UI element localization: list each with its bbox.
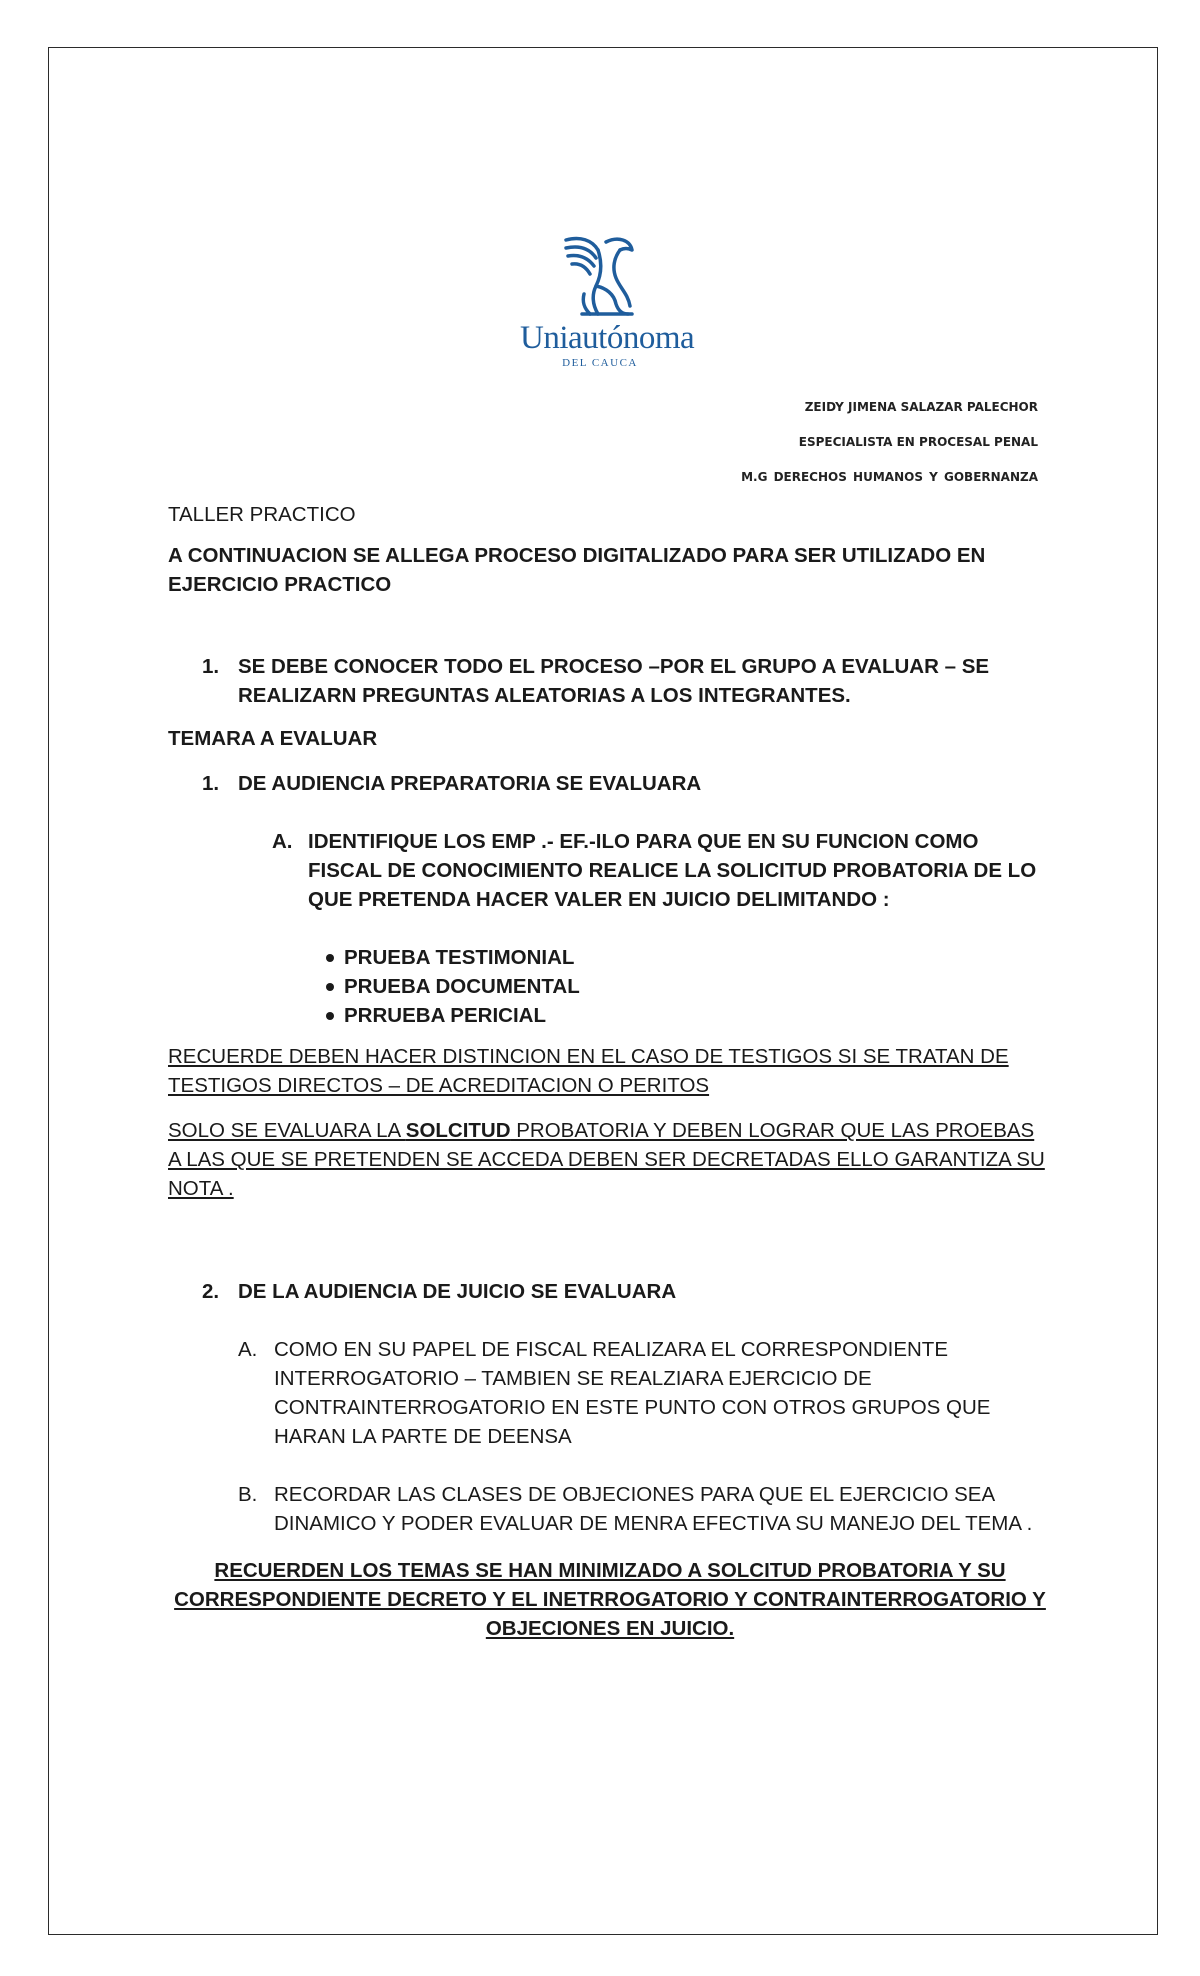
bullet-dot-icon bbox=[326, 954, 334, 962]
item-text: IDENTIFIQUE LOS EMP .- EF.-ILO PARA QUE EN SU FUNCION COMO FISCAL DE CONOCIMIENTO REALICE LA SOLICITUD PROBATORIA DE LO QUE PRETENDA HACER VALER EN JUICIO DELIMITANDO : bbox=[308, 830, 1037, 911]
bullet-item: PRUEBA DOCUMENTAL bbox=[168, 972, 1048, 1001]
griffin-emblem-icon bbox=[562, 234, 638, 320]
section-text: DE AUDIENCIA PREPARATORIA SE EVALUARA bbox=[238, 772, 702, 795]
list-item bbox=[168, 652, 1048, 710]
intro-paragraph: A CONTINUACION SE ALLEGA PROCESO DIGITALIZADO PARA SER UTILIZADO EN EJERCICIO PRACTICO bbox=[168, 544, 986, 596]
bullet-dot-icon bbox=[326, 983, 334, 991]
section-2-title bbox=[168, 1277, 1048, 1306]
logo-wordmark: Uniautónoma bbox=[520, 320, 695, 356]
section-1-item-a bbox=[168, 827, 1048, 914]
item-text: COMO EN SU PAPEL DE FISCAL REALIZARA EL CORRESPONDIENTE INTERROGATORIO – TAMBIEN SE REALZIARA EJERCICIO DE CONTRAINTERROGATORIO EN ESTE PUNTO CON OTROS GRUPOS QUE HARAN LA PARTE DE DEENSA bbox=[274, 1338, 991, 1448]
author-block bbox=[741, 397, 1038, 502]
section-2-item-b bbox=[168, 1480, 1048, 1538]
author-name: ZEIDY JIMENA SALAZAR PALECHOR bbox=[804, 400, 1038, 414]
section-number: 2. bbox=[202, 1280, 220, 1303]
section-1-title bbox=[168, 769, 1048, 798]
note-evaluation: SOLO SE EVALUARA LA SOLCITUD PROBATORIA Y DEBEN LOGRAR QUE LAS PROEBAS A LAS QUE SE PRETENDEN SE ACCEDA DEBEN SER DECRETADAS ELLO GARANTIZA SU NOTA . bbox=[168, 1119, 1045, 1200]
document-body bbox=[168, 500, 1048, 1643]
item-text: RECORDAR LAS CLASES DE OBJECIONES PARA QUE EL EJERCICIO SEA DINAMICO Y PODER EVALUAR DE MENRA EFECTIVA SU MANEJO DEL TEMA . bbox=[274, 1483, 1033, 1535]
bullet-item: PRUEBA TESTIMONIAL bbox=[168, 943, 1048, 972]
section-2-item-a bbox=[168, 1335, 1048, 1451]
section-number: 1. bbox=[202, 772, 220, 795]
note-witnesses: RECUERDE DEBEN HACER DISTINCION EN EL CASO DE TESTIGOS SI SE TRATAN DE TESTIGOS DIRECTOS – DE ACREDITACION O PERITOS bbox=[168, 1045, 1009, 1097]
bullet-dot-icon bbox=[326, 1012, 334, 1020]
section-text: DE LA AUDIENCIA DE JUICIO SE EVALUARA bbox=[238, 1280, 677, 1303]
evidence-bullet-list bbox=[168, 943, 1048, 1030]
temara-heading: TEMARA A EVALUAR bbox=[168, 727, 378, 750]
note-bold-word: SOLCITUD bbox=[405, 1119, 511, 1142]
final-note: RECUERDEN LOS TEMAS SE HAN MINIMIZADO A SOLCITUD PROBATORIA Y SU CORRESPONDIENTE DECRETO Y EL INETRROGATORIO Y CONTRAINTERROGATORIO Y OBJECIONES EN JUICIO. bbox=[174, 1559, 1046, 1640]
list-text: SE DEBE CONOCER TODO EL PROCESO –POR EL GRUPO A EVALUAR – SE REALIZARN PREGUNTAS ALEATORIAS A LOS INTEGRANTES. bbox=[238, 655, 990, 707]
logo-subtitle: DEL CAUCA bbox=[562, 357, 638, 369]
doc-heading: TALLER PRACTICO bbox=[168, 503, 356, 526]
item-letter: A. bbox=[238, 1338, 258, 1361]
university-logo bbox=[520, 234, 695, 369]
list-number: 1. bbox=[202, 655, 220, 678]
author-title-1: ESPECIALISTA EN PROCESAL PENAL bbox=[798, 435, 1038, 449]
item-letter: B. bbox=[238, 1483, 258, 1506]
bullet-item: PRRUEBA PERICIAL bbox=[168, 1001, 1048, 1030]
item-letter: A. bbox=[272, 830, 293, 853]
author-title-2: M.G DERECHOS HUMANOS Y GOBERNANZA bbox=[741, 470, 1038, 484]
